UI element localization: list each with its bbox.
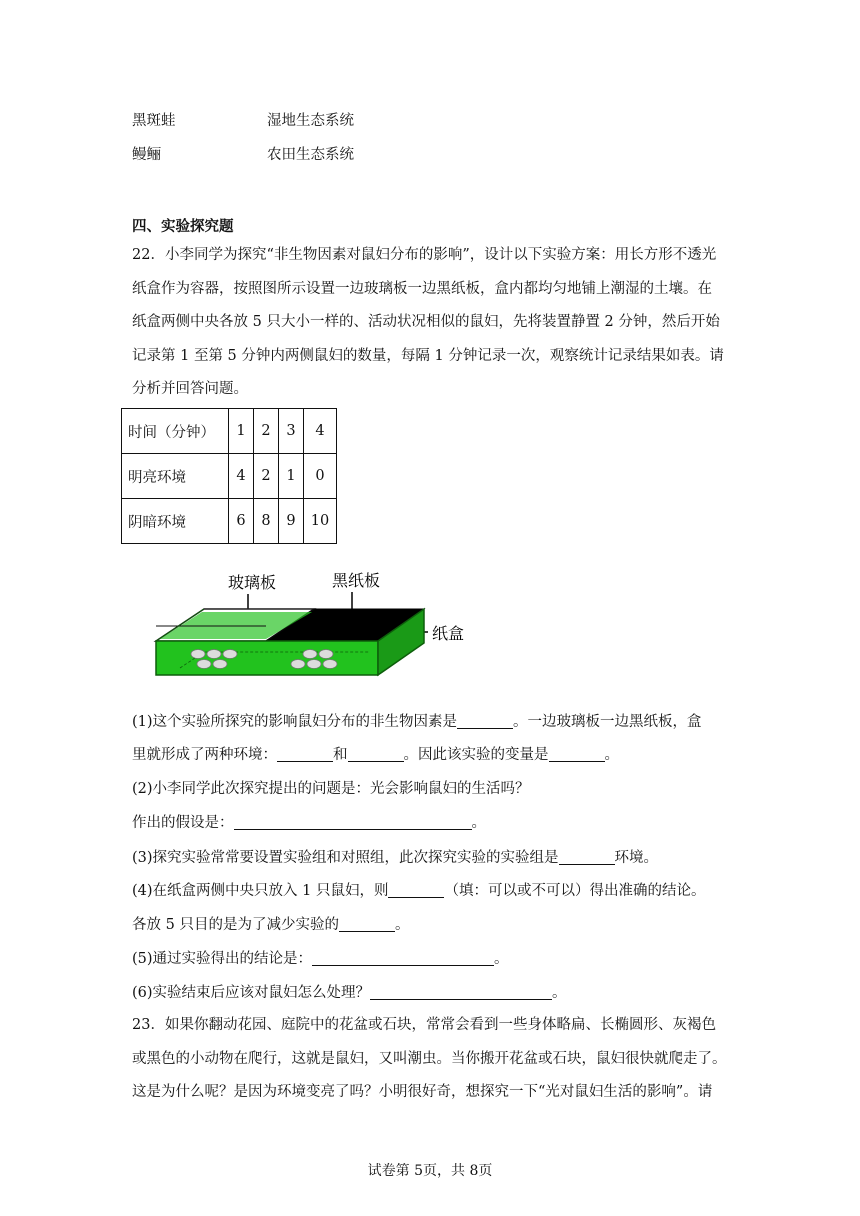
data-table: [121, 408, 337, 544]
q22-intro-line-1: 22．小李同学为探究“非生物因素对鼠妇分布的影响”，设计以下实验方案：用长方形不透光: [132, 247, 717, 263]
q22-intro-line-2: 纸盒作为容器，按照图所示设置一边玻璃板一边黑纸板，盒内都均匀地铺上潮湿的土壤。在: [132, 280, 712, 297]
label-black-board: 黑纸板: [332, 571, 381, 590]
q22-intro-line-4: 记录第 1 至第 5 分钟内两侧鼠妇的数量，每隔 1 分钟记录一次，观察统计记录结果如表。请: [132, 347, 724, 364]
answer-blank[interactable]: [388, 881, 444, 898]
q22-sub4-line2: [132, 915, 409, 935]
page-footer: 试卷第 5页，共 8页: [367, 1163, 493, 1179]
q22-sub4-text-a: (4)在纸盒两侧中央只放入 1 只鼠妇，则: [132, 883, 389, 899]
table-row: [122, 499, 337, 544]
table-cell: 8: [254, 499, 279, 544]
answer-blank[interactable]: [312, 949, 494, 966]
q22-sub4-text-d: 。: [394, 917, 410, 933]
table-cell: 阴暗环境: [122, 499, 229, 544]
q22-sub1-text-e: 。因此该实验的变量是: [403, 747, 549, 763]
table-cell: 6: [229, 499, 254, 544]
table-cell: 时间（分钟）: [122, 409, 229, 454]
table-cell: 明亮环境: [122, 454, 229, 499]
answer-blank[interactable]: [348, 745, 404, 762]
q23-line-1: 23．如果你翻动花园、庭院中的花盆或石块，常常会看到一些身体略扁、长椭圆形、灰褐色: [132, 1017, 716, 1033]
experiment-diagram: [140, 566, 500, 686]
q22-sub2-line1: (2)小李同学此次探究提出的问题是：光会影响鼠妇的生活吗？: [132, 781, 530, 797]
q22-sub4-line1: [132, 881, 705, 901]
q22-sub4-text-c: 各放 5 只目的是为了减少实验的: [132, 917, 339, 933]
q22-sub3: [132, 848, 658, 868]
q23-text: [132, 1009, 732, 1110]
q22-sub1-text-f: 。: [604, 747, 619, 763]
answer-blank[interactable]: [370, 983, 552, 1000]
q22-sub3-text-b: 环境。: [614, 850, 659, 866]
answer-blank[interactable]: [559, 848, 615, 865]
table-cell: 4: [304, 409, 337, 454]
q22-sub1-line1: [132, 712, 702, 732]
label-paper-box: 纸盒: [432, 624, 465, 643]
answer-blank[interactable]: [277, 745, 333, 762]
q22-intro: [132, 239, 732, 407]
list-animal-1: 黑斑蛙: [132, 113, 176, 129]
table-cell: 1: [279, 454, 304, 499]
q22-sub5-text-b: 。: [494, 951, 509, 967]
section-title: 四、实验探究题: [132, 218, 234, 235]
q22-sub2-text-b: 作出的假设是：: [132, 815, 234, 831]
table-cell: 0: [304, 454, 337, 499]
q22-sub6-text-b: 。: [552, 985, 567, 1001]
q22-sub2-text-c: 。: [471, 815, 486, 831]
list-system-1: 湿地生态系统: [267, 113, 354, 129]
q22-sub5-text-a: (5)通过实验得出的结论是：: [132, 951, 313, 967]
q22-sub1-text-a: (1)这个实验所探究的影响鼠妇分布的非生物因素是: [132, 714, 458, 730]
table-cell: 2: [254, 454, 279, 499]
table-cell: 10: [304, 499, 337, 544]
list-animal-2: 鳗鲡: [132, 147, 161, 163]
q22-intro-line-3: 纸盒两侧中央各放 5 只大小一样的、活动状况相似的鼠妇，先将装置静置 2 分钟，然后开始: [132, 314, 720, 330]
answer-blank[interactable]: [549, 745, 605, 762]
list-system-2: 农田生态系统: [267, 147, 354, 163]
q22-sub2-line2: [132, 813, 486, 833]
q22-sub1-line2: [132, 745, 619, 765]
q22-sub3-text-a: (3)探究实验常常要设置实验组和对照组，此次探究实验的实验组是: [132, 850, 559, 866]
table-cell: 4: [229, 454, 254, 499]
table-cell: 1: [229, 409, 254, 454]
table-cell: 2: [254, 409, 279, 454]
q22-sub1-text-d: 和: [333, 747, 348, 763]
q22-sub6-text-a: (6)实验结束后应该对鼠妇怎么处理？: [132, 985, 371, 1001]
paper-box: [156, 641, 378, 675]
answer-blank[interactable]: [457, 712, 513, 729]
q22-sub6: [132, 983, 567, 1003]
q22-sub1-text-c: 里就形成了两种环境：: [132, 747, 277, 763]
q22-sub5: [132, 949, 509, 969]
q23-line-3: 这是为什么呢？是因为环境变亮了吗？小明很好奇，想探究一下“光对鼠妇生活的影响”。请: [132, 1084, 713, 1100]
q23-line-2: 或黑色的小动物在爬行，这就是鼠妇，又叫潮虫。当你搬开花盆或石块，鼠妇很快就爬走了。: [132, 1050, 727, 1067]
q22-sub1-text-b: 。一边玻璃板一边黑纸板，盒: [513, 714, 702, 730]
answer-blank[interactable]: [339, 915, 395, 932]
q22-sub4-text-b: （填：可以或不可以）得出准确的结论。: [444, 883, 706, 899]
table-row: [122, 409, 337, 454]
answer-blank[interactable]: [234, 813, 472, 830]
table-cell: 3: [279, 409, 304, 454]
q22-intro-line-5: 分析并回答问题。: [132, 381, 248, 397]
table-row: [122, 454, 337, 499]
label-glass-board: 玻璃板: [228, 573, 277, 592]
table-cell: 9: [279, 499, 304, 544]
